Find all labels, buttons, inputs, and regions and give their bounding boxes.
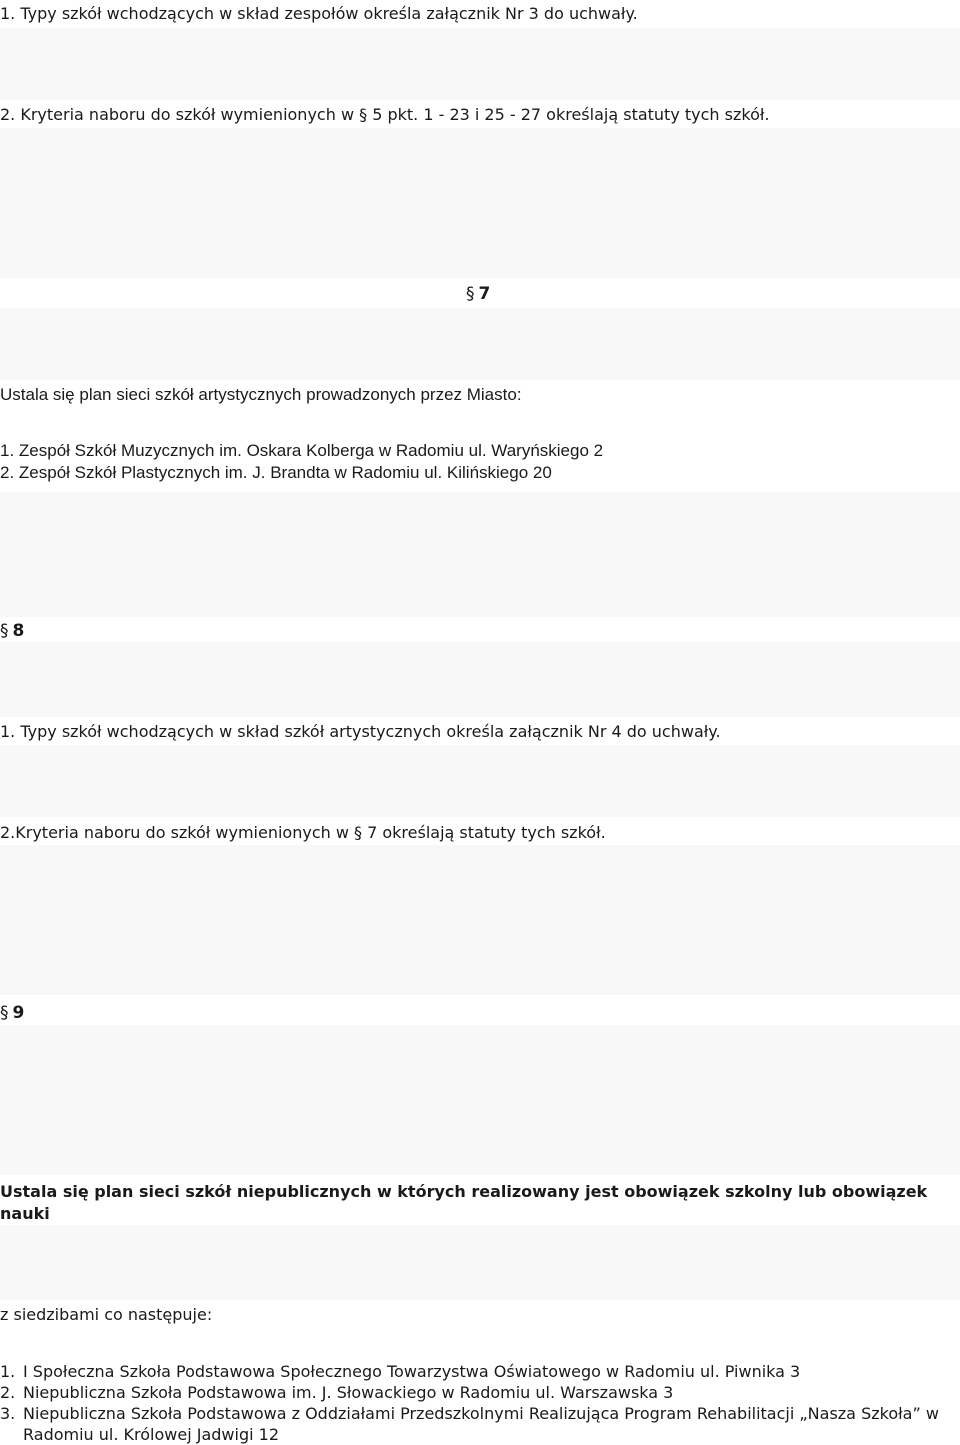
section-7-list-item: 2. Zespół Szkół Plastycznych im. J. Brandta w Radomiu ul. Kilińskiego 20: [0, 463, 552, 482]
section-7-list-item: 1. Zespół Szkół Muzycznych im. Oskara Kolberga w Radomiu ul. Waryńskiego 2: [0, 441, 604, 460]
section-8-heading: [0, 620, 24, 642]
background-band: [0, 1025, 960, 1175]
section-symbol: §: [0, 1003, 9, 1023]
list-item-number: 2.: [0, 1383, 16, 1402]
list-item-text: Niepubliczna Szkoła Podstawowa z Oddziałami Przedszkolnymi Realizująca Program Rehabilitacji „Nasza Szkoła” w Radomiu ul. Królowej Jadwigi 12: [23, 1404, 939, 1444]
section-9-subtitle: z siedzibami co następuje:: [0, 1305, 213, 1324]
section-number: 7: [478, 284, 491, 304]
section-7-intro: Ustala się plan sieci szkół artystycznych prowadzonych przez Miasto:: [0, 385, 522, 404]
paragraph-6-item-2: 2. Kryteria naboru do szkół wymienionych w § 5 pkt. 1 - 23 i 25 - 27 określają statuty tych szkół.: [0, 105, 770, 124]
section-9-heading: [0, 1002, 24, 1024]
list-item-text: I Społeczna Szkoła Podstawowa Społecznego Towarzystwa Oświatowego w Radomiu ul. Piwnika 3: [23, 1362, 801, 1381]
list-item-text: Niepubliczna Szkoła Podstawowa im. J. Słowackiego w Radomiu ul. Warszawska 3: [23, 1383, 674, 1402]
section-symbol: §: [466, 284, 475, 304]
background-band: [0, 642, 960, 717]
list-item-number: 1.: [0, 1362, 16, 1381]
background-band: [0, 845, 960, 995]
list-item: [0, 1382, 940, 1403]
background-band: [0, 128, 960, 278]
section-symbol: §: [0, 621, 9, 641]
section-7-heading: [466, 283, 490, 305]
background-band: [0, 308, 960, 380]
background-band: [0, 492, 960, 617]
list-item: [0, 1403, 940, 1445]
section-8-item-2: 2.Kryteria naboru do szkół wymienionych w § 7 określają statuty tych szkół.: [0, 823, 606, 842]
paragraph-6-item-1: 1. Typy szkół wchodzących w skład zespołów określa załącznik Nr 3 do uchwały.: [0, 4, 638, 23]
background-band: [0, 28, 960, 100]
section-number: 9: [12, 1003, 25, 1023]
list-item: [0, 1361, 940, 1382]
background-band: [0, 1225, 960, 1300]
section-9-title: Ustala się plan sieci szkół niepublicznych w których realizowany jest obowiązek szkolny lub obowiązek nauki: [0, 1182, 928, 1223]
background-band: [0, 745, 960, 817]
section-number: 8: [12, 621, 25, 641]
section-8-item-1: 1. Typy szkół wchodzących w skład szkół artystycznych określa załącznik Nr 4 do uchwały.: [0, 722, 721, 741]
list-item-number: 3.: [0, 1404, 16, 1423]
